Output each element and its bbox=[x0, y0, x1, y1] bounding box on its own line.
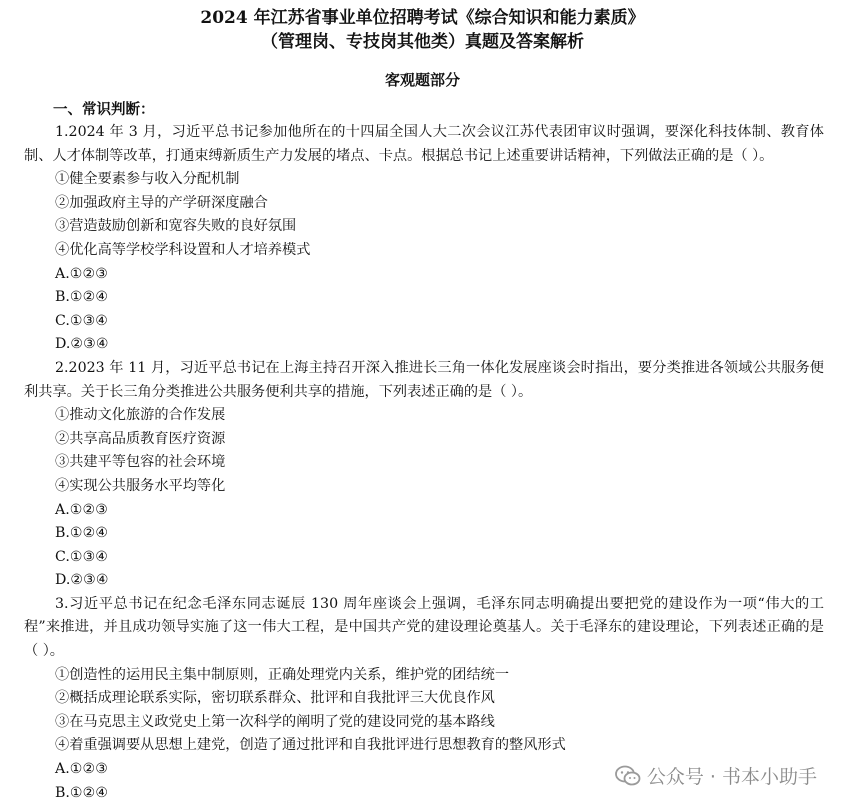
answer-option: D.②③④ bbox=[55, 336, 109, 353]
wechat-icon bbox=[615, 765, 641, 787]
question-item: ③营造鼓励创新和宽容失败的良好氛围 bbox=[55, 218, 297, 235]
question-item: ②加强政府主导的产学研深度融合 bbox=[55, 194, 268, 211]
section-title: 客观题部分 bbox=[384, 71, 460, 89]
question-stem: 2.2023 年 11 月，习近平总书记在上海主持召开深入推进长三角一体化发展座谈会时指出，要分类推进各领域公共服务便利共享。关于长三角分类推进公共服务便利共享的措施，下列表述正确的是（ ）。 bbox=[24, 359, 824, 400]
question-item: ①创造性的运用民主集中制原则，正确处理党内关系，维护党的团结统一 bbox=[55, 666, 510, 683]
document-title-line-1: 2024 年江苏省事业单位招聘考试《综合知识和能力素质》 bbox=[200, 8, 645, 28]
question-item: ③在马克思主义政党史上第一次科学的阐明了党的建设同党的基本路线 bbox=[55, 713, 495, 730]
subheading: 一、常识判断： bbox=[53, 101, 155, 118]
question-item: ②共享高品质教育医疗资源 bbox=[55, 430, 226, 447]
question-item: ①推动文化旅游的合作发展 bbox=[55, 407, 226, 424]
question-stem: 1.2024 年 3 月，习近平总书记参加他所在的十四届全国人大二次会议江苏代表团审议时强调，要深化科技体制、教育体制、人才体制等改革，打通束缚新质生产力发展的堵点、卡点。根据总书记上述重要讲话精神，下列做法正确的是（ ）。 bbox=[24, 124, 824, 164]
answer-option: A.①②③ bbox=[55, 265, 108, 282]
answer-option: A.①②③ bbox=[55, 761, 108, 778]
question-stem: 3.习近平总书记在纪念毛泽东同志诞辰 130 周年座谈会上强调，毛泽东同志明确提出要把党的建设作为一项“伟大的工程”来推进，并且成功领导实施了这一伟大工程，是中国共产党的建设理论奠基人。关于毛泽东的建设理论，下列表述正确的是（ ）。 bbox=[24, 595, 824, 660]
question-list bbox=[24, 121, 824, 805]
question-item: ④实现公共服务水平均等化 bbox=[55, 477, 226, 494]
question-item: ④着重强调要从思想上建党，创造了通过批评和自我批评进行思想教育的整风形式 bbox=[55, 737, 566, 754]
answer-option: C.①③④ bbox=[55, 548, 109, 565]
question-item: ①健全要素参与收入分配机制 bbox=[55, 171, 240, 188]
document-title-line-2: （管理岗、专技岗其他类）真题及答案解析 bbox=[261, 32, 584, 52]
watermark bbox=[611, 760, 821, 791]
watermark-text: 公众号 · 书本小助手 bbox=[646, 766, 817, 788]
question-item: ④优化高等学校学科设置和人才培养模式 bbox=[55, 241, 311, 258]
question-item: ②概括成理论联系实际，密切联系群众、批评和自我批评三大优良作风 bbox=[55, 690, 495, 707]
answer-option: A.①②③ bbox=[55, 501, 108, 518]
answer-option: B.①②④ bbox=[55, 525, 109, 542]
question-item: ③共建平等包容的社会环境 bbox=[55, 454, 226, 471]
answer-option: B.①②④ bbox=[55, 289, 109, 306]
answer-option: D.②③④ bbox=[55, 572, 109, 589]
answer-option: C.①③④ bbox=[55, 312, 109, 329]
answer-option: B.①②④ bbox=[55, 784, 109, 801]
